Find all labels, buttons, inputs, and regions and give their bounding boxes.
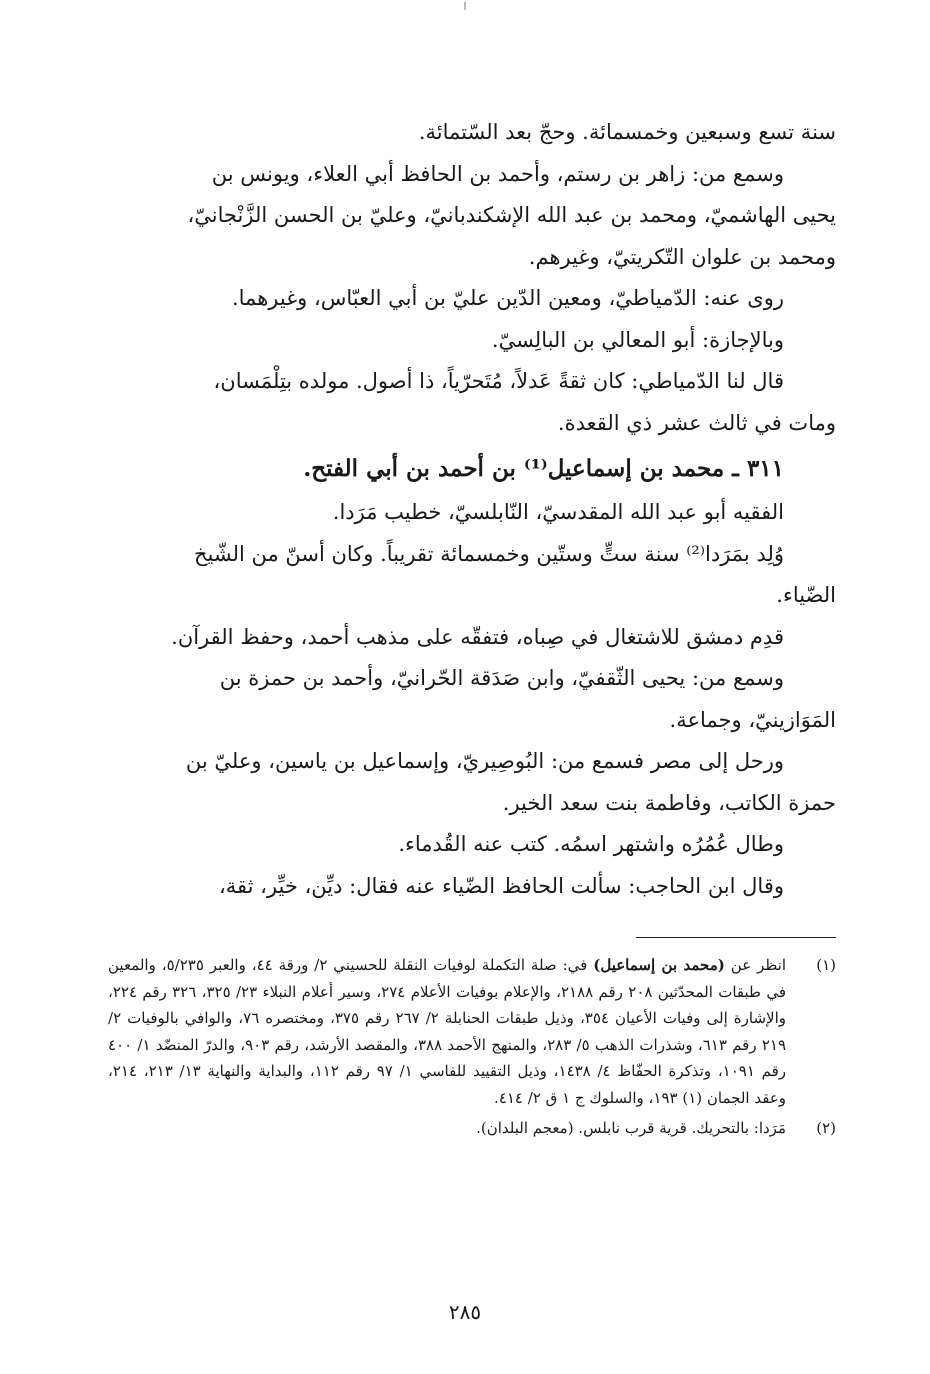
body-line-2: وسمع من: زاهر بن رستم، وأحمد بن الحافظ أبي العلاء، ويونس بن (211, 161, 784, 186)
footnote-2-number: (٢) (816, 1119, 836, 1137)
body-line-8: ومات في ثالث عشر ذي القعدة. (557, 410, 836, 435)
footnote-1-text (108, 952, 786, 1111)
body-line-12: قدِم دمشق للاشتغال في صِباه، فتفقّه على مذهب أحمد، وحفظ القرآن. (171, 624, 784, 649)
body-line-6: وبالإجازة: أبو المعالي بن البالِسيّ. (491, 327, 784, 352)
body-line-16: حمزة الكاتب، وفاطمة بنت سعد الخير. (502, 790, 836, 815)
body-line-4: ومحمد بن علوان التّكريتيّ، وغيرهم. (528, 244, 836, 269)
top-mark (464, 2, 466, 10)
body-line-14: المَوَازينيّ، وجماعة. (669, 707, 836, 732)
body-line-3: يحيى الهاشميّ، ومحمد بن عبد الله الإشكندبانيّ، وعليّ بن الحسن الزَّنْجانيّ، (187, 203, 836, 227)
footnote-1-bold: (محمد بن إسماعيل) (593, 956, 725, 974)
body-line-5: روى عنه: الدّمياطيّ، ومعين الدّين عليّ بن أبي العبّاس، وغيرهما. (231, 286, 784, 310)
body-line-11: الضّياء. (776, 583, 836, 607)
footnote-1 (108, 952, 836, 1111)
body-line-7: قال لنا الدّمياطي: كان ثقةً عَدلاً، مُتَحرّياً، ذا أصول. مولده بتِلْمَسان، (213, 369, 784, 393)
body-line-18: وقال ابن الحاجب: سألت الحافظ الضّياء عنه فقال: ديِّن، خيِّر، ثقة، (218, 873, 784, 898)
footnote-2 (108, 1115, 836, 1142)
footnote-divider (636, 937, 836, 938)
page-number: ٢٨٥ (448, 1300, 482, 1324)
body-line-13: وسمع من: يحيى الثّقفيّ، وابن صَدَقة الحّرانيّ، وأحمد بن حمزة بن (219, 666, 784, 690)
body-line-9: الفقيه أبو عبد الله المقدسيّ، النّابلسيّ، خطيب مَرَدا. (332, 500, 784, 524)
document-page (108, 112, 836, 1142)
footnote-1-number: (١) (816, 956, 836, 974)
body-line-15: ورحل إلى مصر فسمع من: البُوصِيريّ، وإسماعيل بن ياسين، وعليّ بن (185, 749, 784, 773)
footnote-1-body: في: صلة التكملة لوفيات النقلة للحسيني ٢/ ورقة ٤٤، والعبر ٥/٢٣٥، والمعين في طبقات المحدّثين ٢٠٨ رقم ٢١٨٨، والإعلام بوفيات الأعلام ٢٧٤، وسير أعلام النبلاء ٢٣/ ٣٢٥، ٣٢٦ رقم ٢٢٤، والإشارة إلى وفيات الأعيان ٣٥٤، وذيل طبقات الحنابلة ٢/ ٢٦٧ رقم ٣٧٥، ومختصره ٧٦، والوافي بالوفيات ٢/ ٢١٩ رقم ٦١٣، وشذرات الذهب ٥/ ٢٨٣، والمنهج الأحمد ٣٨٨، والمقصد الأرشد، رقم ٩٠٣، والدرّ المنضّد ١/ ٤٠٠ رقم ١٠٩١، وتذكرة الحفّاظ ٤/ ١٤٣٨، وذيل التقييد للفاسي ١/ ٩٧ رقم ١١٢، والبداية والنهاية ١٣/ ٢١٣، ٢١٤، وعقد الجمان (١) ١٩٣، والسلوك ج ١ ق ٢/ ٤١٤. (108, 956, 787, 1107)
body-line-10: وُلِد بمَرَدا⁽²⁾ سنة ستٍّ وستّين وخمسمائة تقريباً. وكان أسنّ من الشّيخ (193, 541, 784, 566)
entry-heading: ٣١١ ـ محمد بن إسماعيل⁽¹⁾ بن أحمد بن أبي الفتح. (303, 455, 784, 482)
footnote-1-lead: انظر عن (724, 956, 786, 974)
footnote-2-text: مَرَدا: بالتحريك. قرية قرب نابلس. (معجم البلدان). (476, 1119, 786, 1137)
body-line-17: وطال عُمُرُه واشتهر اسمُه. كتب عنه القُدماء. (398, 832, 784, 856)
body-line-1: سنة تسع وسبعين وخمسمائة. وحجّ بعد السّتمائة. (418, 120, 836, 144)
